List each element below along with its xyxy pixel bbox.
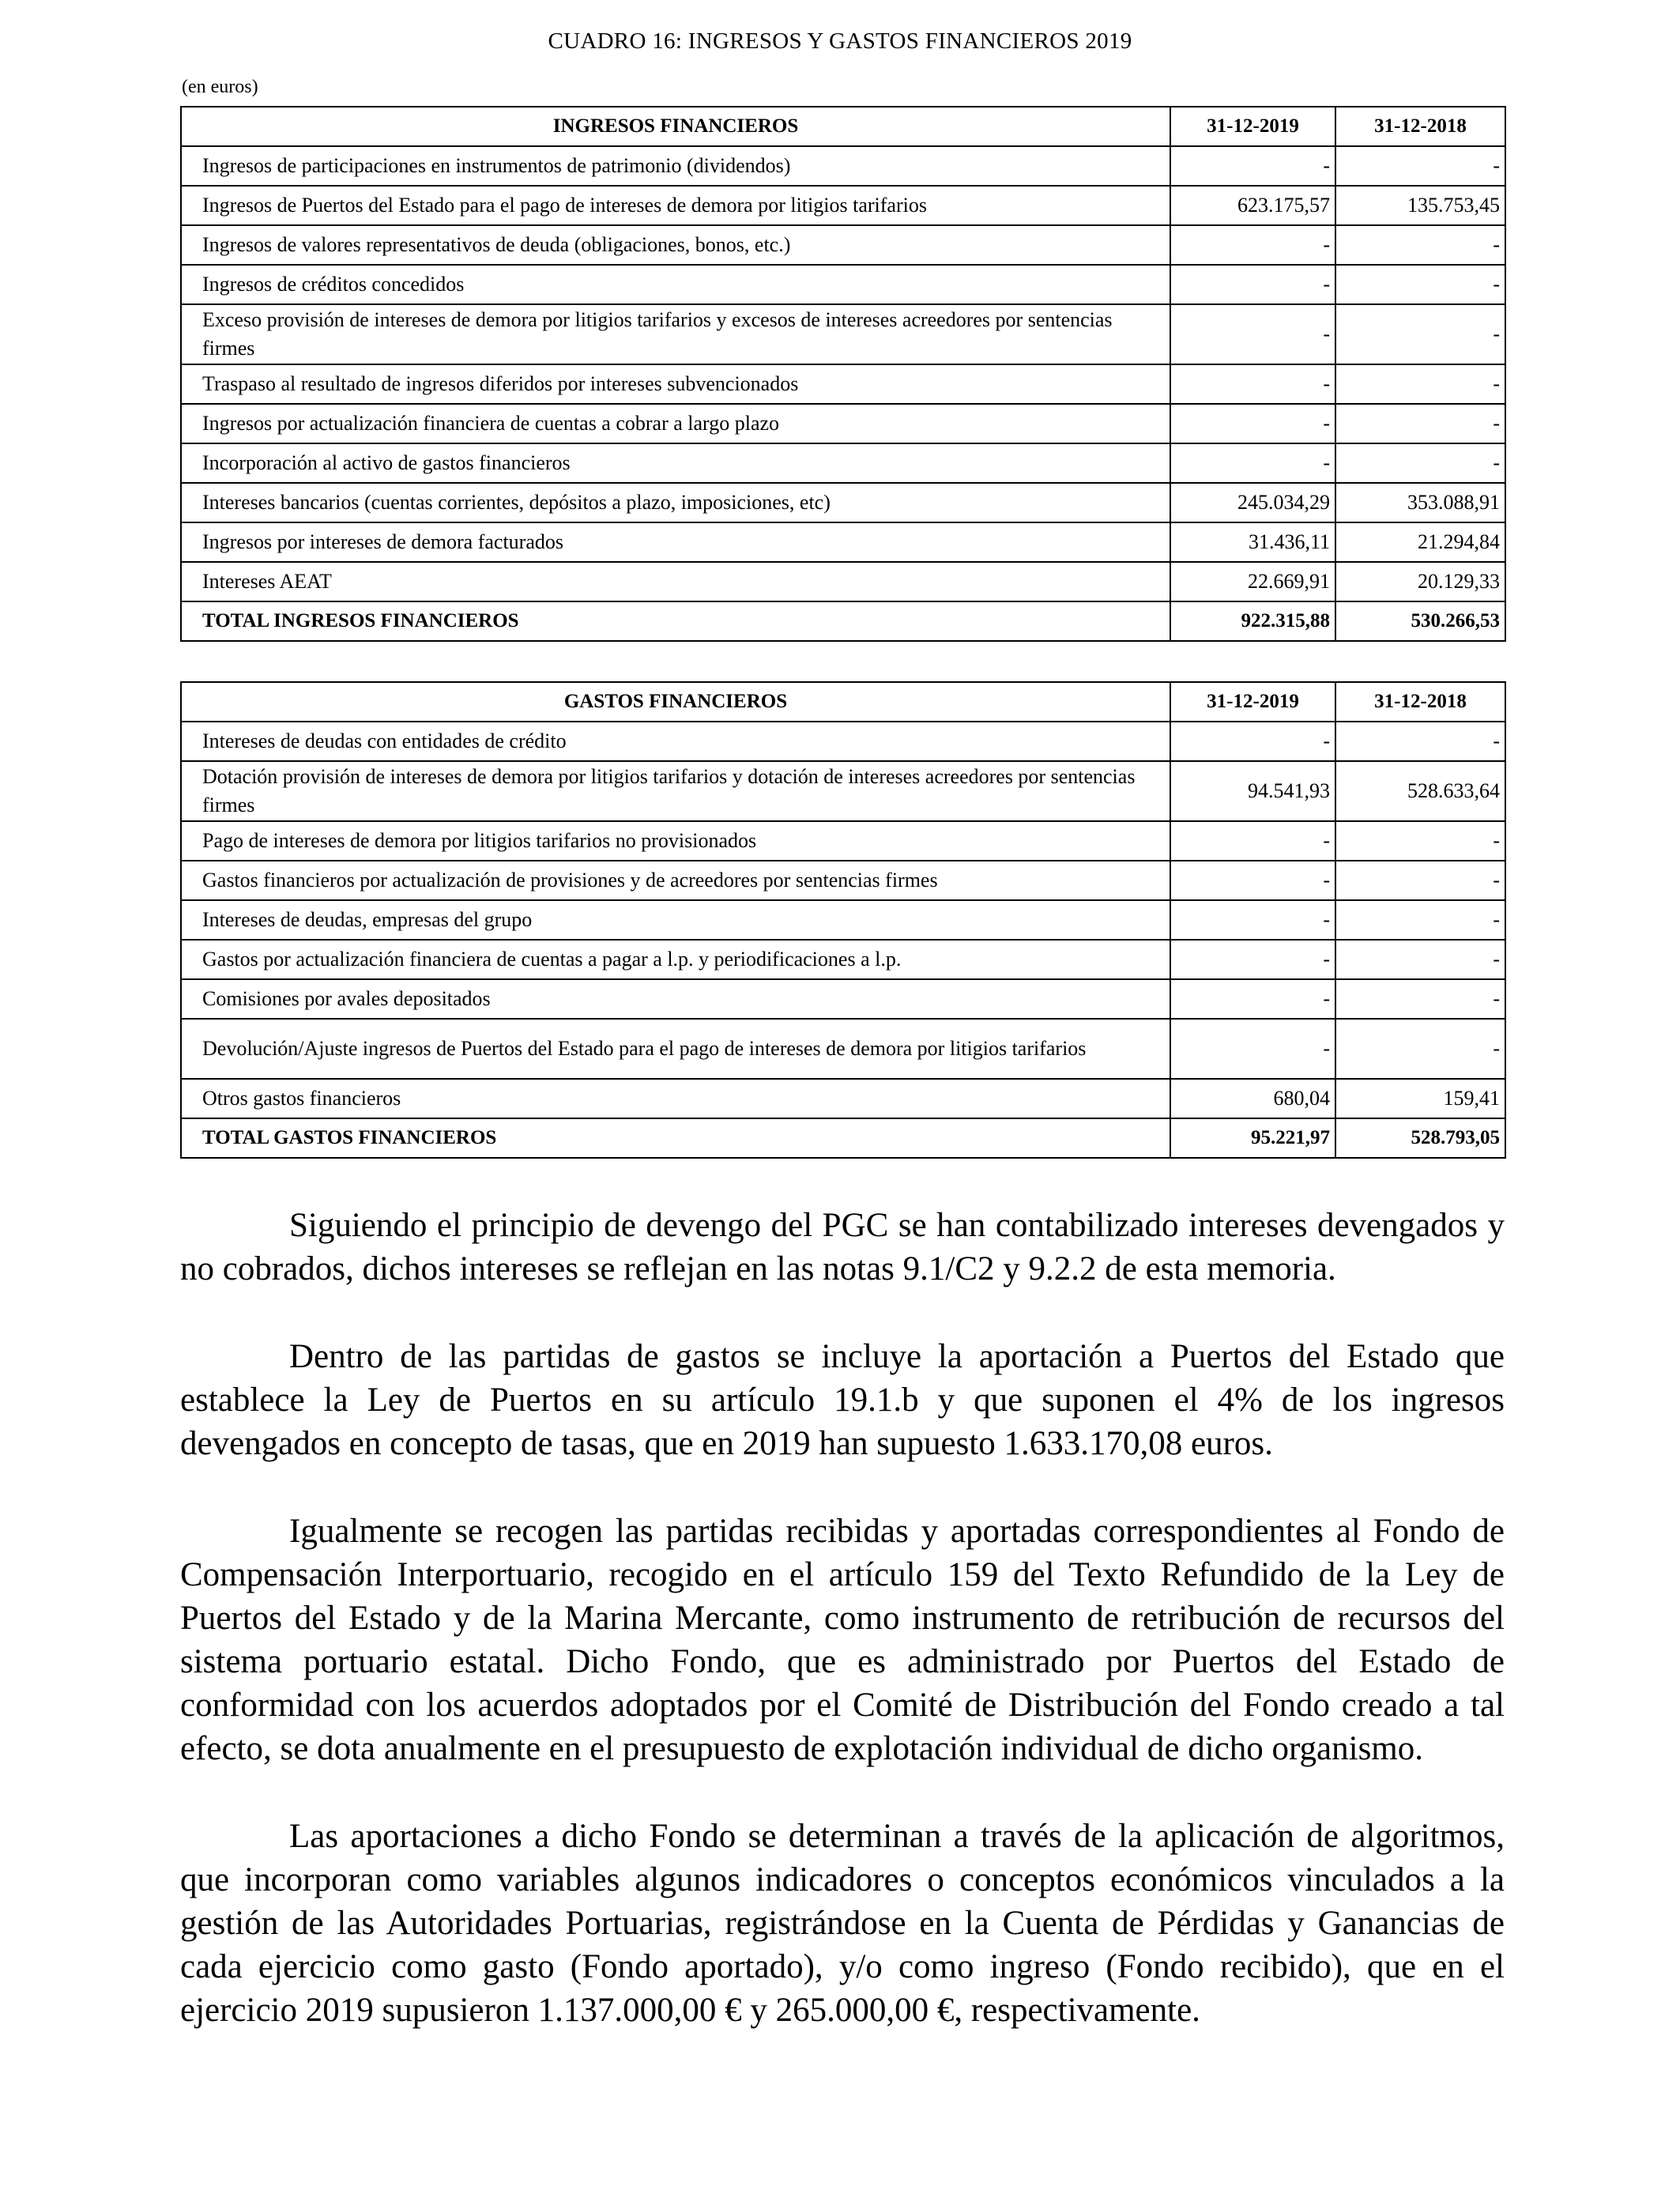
paragraph: Igualmente se recogen las partidas recibidas y aportadas correspondientes al Fondo de Compensación Interportuario, recogido en el artículo 159 del Texto Refundido de la Ley de Puertos del Estado y de la Marina Mercante, como instrumento de retribución de recursos del sistema portuario estatal. Dicho Fondo, que es administrado por Puertos del Estado de conformidad con los acuerdos adoptados por el Comité de Distribución del Fondo creado a tal efecto, se dota anualmente en el presupuesto de explotación individual de dicho organismo.: [180, 1513, 1505, 1767]
table-row: [181, 265, 1505, 304]
value-2019: -: [1170, 225, 1335, 265]
value-2018: -: [1335, 900, 1505, 940]
row-label: Gastos por actualización financiera de cuentas a pagar a l.p. y periodificaciones a l.p.: [181, 940, 1170, 979]
row-label: Ingresos por intereses de demora facturados: [181, 522, 1170, 562]
value-2018: -: [1335, 979, 1505, 1019]
header-label: INGRESOS FINANCIEROS: [181, 107, 1170, 146]
value-2019: 680,04: [1170, 1079, 1335, 1118]
value-2018: -: [1335, 940, 1505, 979]
value-2019: 31.436,11: [1170, 522, 1335, 562]
table-row: [181, 225, 1505, 265]
header-col-2019: 31-12-2019: [1170, 682, 1335, 722]
ingresos-table: [180, 106, 1506, 642]
value-2018: -: [1335, 443, 1505, 483]
total-2018: 528.793,05: [1335, 1118, 1505, 1158]
value-2019: 623.175,57: [1170, 186, 1335, 225]
total-2019: 95.221,97: [1170, 1118, 1335, 1158]
table-row: [181, 979, 1505, 1019]
total-2018: 530.266,53: [1335, 601, 1505, 641]
value-2019: 245.034,29: [1170, 483, 1335, 522]
value-2019: 22.669,91: [1170, 562, 1335, 601]
table-header-row: [181, 107, 1505, 146]
table-row: [181, 761, 1505, 821]
row-label: Ingresos de créditos concedidos: [181, 265, 1170, 304]
value-2019: -: [1170, 861, 1335, 900]
value-2018: -: [1335, 304, 1505, 364]
page-title: CUADRO 16: INGRESOS Y GASTOS FINANCIEROS 2019: [548, 28, 1132, 54]
value-2018: 528.633,64: [1335, 761, 1505, 821]
row-label: Comisiones por avales depositados: [181, 979, 1170, 1019]
value-2018: -: [1335, 146, 1505, 186]
value-2018: -: [1335, 364, 1505, 404]
value-2019: -: [1170, 821, 1335, 861]
value-2019: -: [1170, 940, 1335, 979]
table-row: [181, 186, 1505, 225]
paragraph: Las aportaciones a dicho Fondo se determinan a través de la aplicación de algoritmos, que incorporan como variables algunos indicadores o conceptos económicos vinculados a la gestión de las Autoridades Portuarias, registrándose en la Cuenta de Pérdidas y Ganancias de cada ejercicio como gasto (Fondo aportado), y/o como ingreso (Fondo recibido), que en el ejercicio 2019 supusieron 1.137.000,00 € y 265.000,00 €, respectivamente.: [180, 1818, 1505, 2029]
row-label: Intereses bancarios (cuentas corrientes, depósitos a plazo, imposiciones, etc): [181, 483, 1170, 522]
row-label: Gastos financieros por actualización de provisiones y de acreedores por sentencias firmes: [181, 861, 1170, 900]
total-label: TOTAL INGRESOS FINANCIEROS: [181, 601, 1170, 641]
table-row: [181, 304, 1505, 364]
row-label: Dotación provisión de intereses de demora por litigios tarifarios y dotación de intereses acreedores por sentencias firmes: [181, 761, 1170, 821]
value-2018: -: [1335, 1019, 1505, 1079]
value-2018: -: [1335, 225, 1505, 265]
value-2019: -: [1170, 146, 1335, 186]
value-2018: -: [1335, 861, 1505, 900]
row-label: Incorporación al activo de gastos financieros: [181, 443, 1170, 483]
header-col-2018: 31-12-2018: [1335, 107, 1505, 146]
row-label: Ingresos de participaciones en instrumentos de patrimonio (dividendos): [181, 146, 1170, 186]
total-2019: 922.315,88: [1170, 601, 1335, 641]
value-2018: -: [1335, 722, 1505, 761]
row-label: Pago de intereses de demora por litigios tarifarios no provisionados: [181, 821, 1170, 861]
row-label: Ingresos de Puertos del Estado para el pago de intereses de demora por litigios tarifarios: [181, 186, 1170, 225]
value-2019: 94.541,93: [1170, 761, 1335, 821]
total-row: [181, 601, 1505, 641]
header-col-2019: 31-12-2019: [1170, 107, 1335, 146]
table-row: [181, 364, 1505, 404]
value-2019: -: [1170, 304, 1335, 364]
paragraph: Siguiendo el principio de devengo del PGC se han contabilizado intereses devengados y no cobrados, dichos intereses se reflejan en las notas 9.1/C2 y 9.2.2 de esta memoria.: [180, 1207, 1505, 1287]
table-row: [181, 722, 1505, 761]
row-label: Intereses de deudas con entidades de crédito: [181, 722, 1170, 761]
row-label: Devolución/Ajuste ingresos de Puertos del Estado para el pago de intereses de demora por litigios tarifarios: [181, 1019, 1170, 1079]
table-row: [181, 821, 1505, 861]
value-2019: -: [1170, 265, 1335, 304]
header-col-2018: 31-12-2018: [1335, 682, 1505, 722]
value-2018: 21.294,84: [1335, 522, 1505, 562]
table-row: [181, 443, 1505, 483]
value-2018: -: [1335, 265, 1505, 304]
value-2019: -: [1170, 1019, 1335, 1079]
total-row: [181, 1118, 1505, 1158]
row-label: Intereses AEAT: [181, 562, 1170, 601]
header-label: GASTOS FINANCIEROS: [181, 682, 1170, 722]
value-2018: 135.753,45: [1335, 186, 1505, 225]
gastos-table: [180, 681, 1506, 1159]
total-label: TOTAL GASTOS FINANCIEROS: [181, 1118, 1170, 1158]
row-label: Exceso provisión de intereses de demora por litigios tarifarios y excesos de intereses acreedores por sentencias firmes: [181, 304, 1170, 364]
value-2019: -: [1170, 364, 1335, 404]
value-2019: -: [1170, 900, 1335, 940]
value-2019: -: [1170, 443, 1335, 483]
table-row: [181, 483, 1505, 522]
value-2018: 20.129,33: [1335, 562, 1505, 601]
table-row: [181, 900, 1505, 940]
units-note: (en euros): [182, 77, 258, 97]
row-label: Intereses de deudas, empresas del grupo: [181, 900, 1170, 940]
value-2019: -: [1170, 722, 1335, 761]
row-label: Traspaso al resultado de ingresos diferidos por intereses subvencionados: [181, 364, 1170, 404]
table-header-row: [181, 682, 1505, 722]
table-row: [181, 522, 1505, 562]
body-text: [180, 1204, 1505, 2076]
value-2019: -: [1170, 979, 1335, 1019]
table-row: [181, 1019, 1505, 1079]
value-2019: -: [1170, 404, 1335, 443]
table-row: [181, 562, 1505, 601]
paragraph: Dentro de las partidas de gastos se incluye la aportación a Puertos del Estado que establece la Ley de Puertos en su artículo 19.1.b y que suponen el 4% de los ingresos devengados en concepto de tasas, que en 2019 han supuesto 1.633.170,08 euros.: [180, 1338, 1505, 1462]
value-2018: 159,41: [1335, 1079, 1505, 1118]
value-2018: -: [1335, 404, 1505, 443]
value-2018: 353.088,91: [1335, 483, 1505, 522]
table-row: [181, 861, 1505, 900]
row-label: Ingresos por actualización financiera de cuentas a cobrar a largo plazo: [181, 404, 1170, 443]
row-label: Otros gastos financieros: [181, 1079, 1170, 1118]
table-row: [181, 404, 1505, 443]
table-row: [181, 940, 1505, 979]
row-label: Ingresos de valores representativos de deuda (obligaciones, bonos, etc.): [181, 225, 1170, 265]
value-2018: -: [1335, 821, 1505, 861]
table-row: [181, 1079, 1505, 1118]
table-row: [181, 146, 1505, 186]
